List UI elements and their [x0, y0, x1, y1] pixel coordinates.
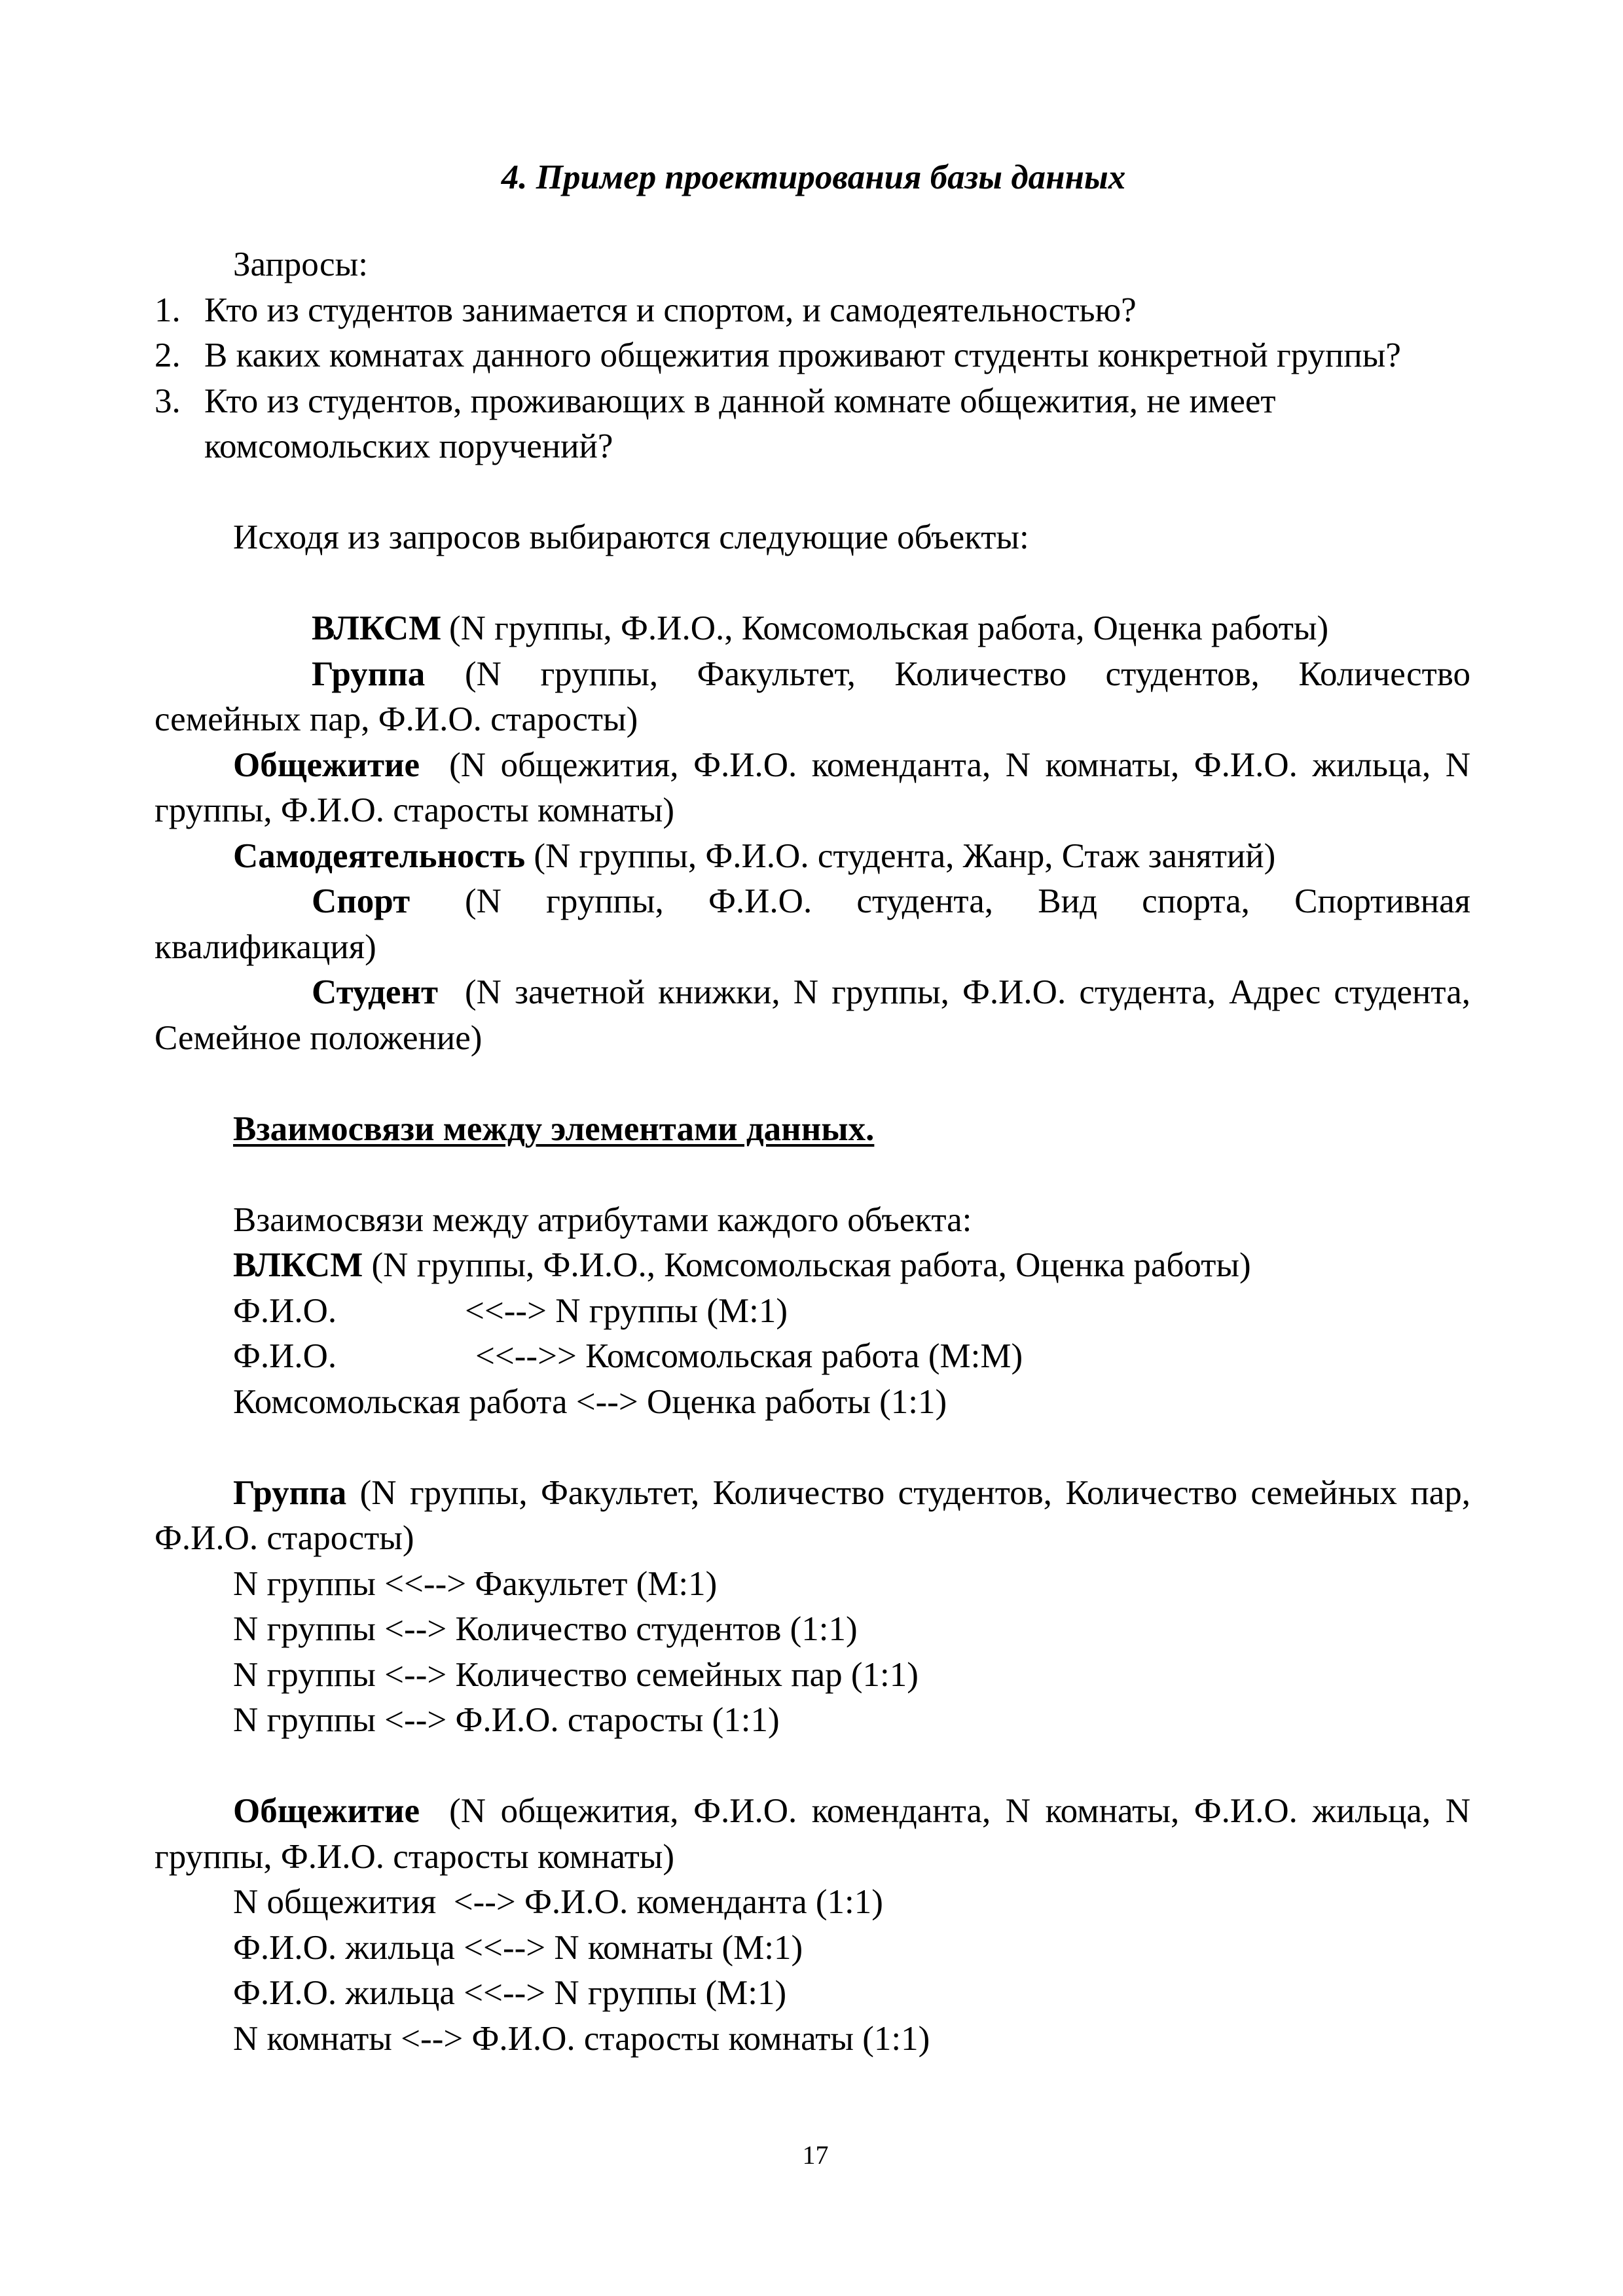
section-heading-relations: Взаимосвязи между элементами данных. [233, 1109, 875, 1148]
object-name: Общежитие [233, 745, 420, 784]
object-name: ВЛКСМ [312, 609, 442, 647]
relation-line: Ф.И.О. <<--> N группы (М:1) [233, 1291, 788, 1330]
list-number: 2. [155, 336, 181, 374]
relation-line: N комнаты <--> Ф.И.О. старосты комнаты (1:1) [233, 2019, 930, 2058]
object-entry [155, 834, 1470, 880]
object-entry [155, 652, 1470, 743]
object-entry [155, 879, 1470, 970]
object-name: Общежитие [233, 1792, 420, 1830]
relation-line: Ф.И.О. <<-->> Комсомольская работа (М:М) [233, 1337, 1023, 1375]
list-number: 1. [155, 291, 181, 329]
object-name: ВЛКСМ [233, 1246, 363, 1284]
relation-line: N общежития <--> Ф.И.О. коменданта (1:1) [233, 1883, 883, 1921]
list-text: В каких комнатах данного общежития проживают студенты конкретной группы? [204, 336, 1401, 374]
relation-header-dorm [155, 1789, 1470, 1880]
relations-intro: Взаимосвязи между атрибутами каждого объекта: [233, 1200, 972, 1239]
object-attrs: (N группы, Факультет, Количество студентов, Количество семейных пар, Ф.И.О. старосты) [155, 1473, 1470, 1557]
object-attrs: (N группы, Ф.И.О. студента, Вид спорта, Спортивная квалификация) [155, 882, 1470, 966]
relation-line: N группы <--> Количество студентов (1:1) [233, 1610, 858, 1648]
object-entry [155, 606, 1470, 652]
object-entry [155, 743, 1470, 834]
object-name: Студент [312, 973, 438, 1011]
list-item [155, 288, 1470, 334]
object-name: Группа [312, 655, 426, 693]
relation-header-group [155, 1471, 1470, 1562]
queries-list [155, 288, 1470, 470]
page-title: 4. Пример проектирования базы данных [501, 158, 1126, 196]
list-text: Кто из студентов, проживающих в данной комнате общежития, не имеет комсомольских поручений? [204, 382, 1276, 465]
object-name: Спорт [312, 882, 410, 920]
relation-line: N группы <--> Ф.И.О. старосты (1:1) [233, 1701, 780, 1739]
relation-line: N группы <<--> Факультет (М:1) [233, 1564, 718, 1603]
object-name: Самодеятельность [233, 836, 526, 875]
list-item [155, 333, 1470, 379]
list-text: Кто из студентов занимается и спортом, и самодеятельностью? [204, 291, 1137, 329]
document-body [155, 242, 1470, 2062]
object-attrs: (N группы, Ф.И.О., Комсомольская работа, Оценка работы) [449, 609, 1329, 647]
object-entry [155, 970, 1470, 1061]
objects-intro: Исходя из запросов выбираются следующие объекты: [233, 518, 1029, 556]
relation-line: Ф.И.О. жильца <<--> N комнаты (М:1) [233, 1928, 803, 1967]
relation-header-vlksm [155, 1243, 1470, 1289]
object-attrs: (N группы, Ф.И.О., Комсомольская работа, Оценка работы) [371, 1246, 1251, 1284]
relation-line: Комсомольская работа <--> Оценка работы (1:1) [233, 1382, 947, 1421]
object-attrs: (N общежития, Ф.И.О. коменданта, N комнаты, Ф.И.О. жильца, N группы, Ф.И.О. старосты комнаты) [155, 745, 1471, 829]
object-attrs: (N зачетной книжки, N группы, Ф.И.О. студента, Адрес студента, Семейное положение) [155, 973, 1470, 1057]
object-attrs: (N общежития, Ф.И.О. коменданта, N комнаты, Ф.И.О. жильца, N группы, Ф.И.О. старосты комнаты) [155, 1792, 1471, 1876]
object-attrs: (N группы, Ф.И.О. студента, Жанр, Стаж занятий) [534, 836, 1276, 875]
object-name: Группа [233, 1473, 347, 1512]
object-attrs: (N группы, Факультет, Количество студентов, Количество семейных пар, Ф.И.О. старосты) [155, 655, 1470, 738]
relation-line: Ф.И.О. жильца <<--> N группы (М:1) [233, 1974, 787, 2012]
queries-label: Запросы: [233, 245, 368, 283]
relation-line: N группы <--> Количество семейных пар (1:1) [233, 1655, 919, 1694]
page-number: 17 [802, 2140, 829, 2170]
list-number: 3. [155, 382, 181, 420]
list-item [155, 379, 1470, 470]
